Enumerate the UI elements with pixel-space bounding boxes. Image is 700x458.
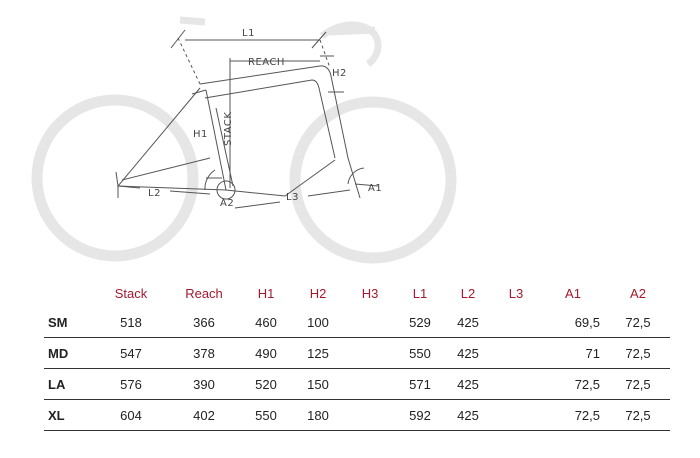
cell-a2: 72,5	[606, 369, 670, 400]
cell-stack: 518	[94, 307, 168, 338]
header-a2: A2	[630, 285, 646, 301]
header-l1: L1	[412, 285, 428, 301]
row-size: XL	[44, 400, 94, 431]
cell-l2: 425	[444, 307, 492, 338]
table-row	[44, 307, 670, 338]
cell-h3	[344, 369, 396, 400]
header-h2: H2	[309, 285, 327, 301]
cell-a2: 72,5	[606, 307, 670, 338]
cell-stack: 604	[94, 400, 168, 431]
cell-h3	[344, 400, 396, 431]
geometry-table	[44, 279, 670, 431]
cell-l3	[492, 369, 540, 400]
cell-h1: 490	[240, 338, 292, 369]
table-header-row	[44, 279, 670, 307]
cell-h2: 125	[292, 338, 344, 369]
cell-h2: 100	[292, 307, 344, 338]
cell-l1: 550	[396, 338, 444, 369]
table-row	[44, 400, 670, 431]
bike-geometry-diagram	[30, 8, 470, 270]
cell-l2: 425	[444, 369, 492, 400]
cell-h3	[344, 338, 396, 369]
cell-reach: 366	[168, 307, 240, 338]
header-size	[44, 279, 94, 307]
header-h3: H3	[361, 285, 379, 301]
cell-a1: 72,5	[540, 369, 606, 400]
row-size: MD	[44, 338, 94, 369]
row-size: LA	[44, 369, 94, 400]
header-reach: Reach	[185, 285, 223, 301]
cell-l1: 571	[396, 369, 444, 400]
cell-stack: 547	[94, 338, 168, 369]
cell-l1: 592	[396, 400, 444, 431]
front-wheel	[295, 102, 451, 258]
cell-reach: 390	[168, 369, 240, 400]
cell-l3	[492, 338, 540, 369]
header-stack: Stack	[114, 285, 148, 301]
cell-h1: 520	[240, 369, 292, 400]
cell-l3	[492, 307, 540, 338]
cell-l3	[492, 400, 540, 431]
label-h2: H2	[332, 68, 347, 79]
cell-l2: 425	[444, 400, 492, 431]
label-l3: L3	[286, 192, 299, 203]
header-a1: A1	[565, 285, 581, 301]
label-reach: REACH	[248, 57, 285, 68]
cell-reach: 402	[168, 400, 240, 431]
cell-h1: 550	[240, 400, 292, 431]
header-h1: H1	[257, 285, 275, 301]
cell-a2: 72,5	[606, 400, 670, 431]
cell-a2: 72,5	[606, 338, 670, 369]
table-row	[44, 369, 670, 400]
label-h1: H1	[193, 129, 208, 140]
label-a1: A1	[368, 183, 383, 194]
header-l2: L2	[460, 285, 476, 301]
label-l2: L2	[148, 188, 161, 199]
label-stack: STACK	[223, 111, 234, 146]
cell-a1: 72,5	[540, 400, 606, 431]
frame-outline	[116, 66, 360, 199]
label-a2: A2	[220, 198, 235, 209]
cell-h1: 460	[240, 307, 292, 338]
table-row	[44, 338, 670, 369]
header-l3: L3	[508, 285, 524, 301]
cell-h2: 150	[292, 369, 344, 400]
cell-reach: 378	[168, 338, 240, 369]
cell-l2: 425	[444, 338, 492, 369]
cell-l1: 529	[396, 307, 444, 338]
row-size: SM	[44, 307, 94, 338]
cell-h3	[344, 307, 396, 338]
cell-h2: 180	[292, 400, 344, 431]
cell-stack: 576	[94, 369, 168, 400]
label-l1: L1	[242, 28, 255, 39]
rear-wheel	[37, 100, 193, 256]
cell-a1: 71	[540, 338, 606, 369]
cell-a1: 69,5	[540, 307, 606, 338]
